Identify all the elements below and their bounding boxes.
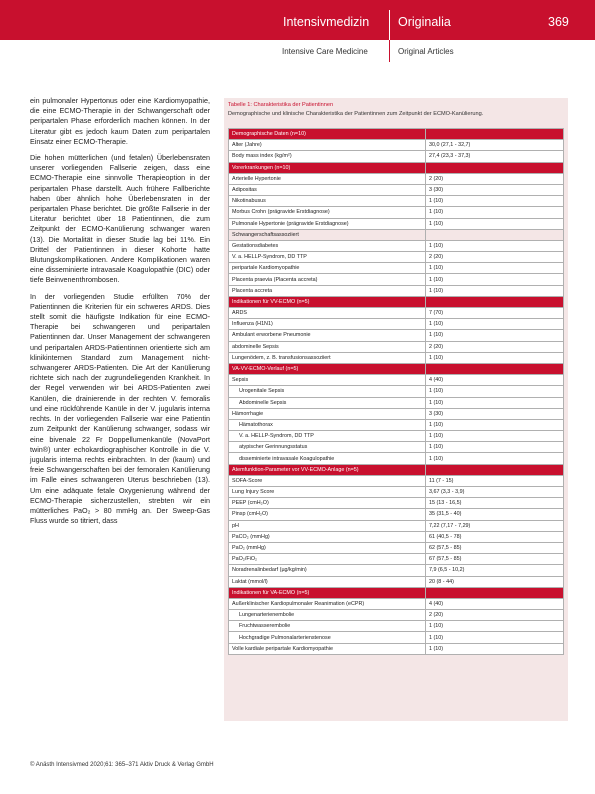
table-cell-label: V. a. HELLP-Syndrom, DD TTP <box>229 431 426 442</box>
table-section-header <box>229 162 564 173</box>
table-cell-value: 1 (10) <box>426 352 564 363</box>
table-cell-value <box>426 162 564 173</box>
table-cell-value: 2 (20) <box>426 252 564 263</box>
table-cell-value: 1 (10) <box>426 319 564 330</box>
table-cell-value: 7,22 (7,17 - 7,29) <box>426 520 564 531</box>
table-row <box>229 285 564 296</box>
table-cell-label: Placenta praevia (Placenta accreta) <box>229 274 426 285</box>
page-number: 369 <box>548 15 569 29</box>
table-cell-label: Morbus Crohn (prägravide Erstdiagnose) <box>229 207 426 218</box>
table-cell-value: 20 (8 - 44) <box>426 576 564 587</box>
table-row <box>229 576 564 587</box>
table-cell-label: PaCO₂ (mmHg) <box>229 531 426 542</box>
table-cell-label: Gestationsdiabetes <box>229 240 426 251</box>
table-cell-value: 1 (10) <box>426 419 564 430</box>
table-row <box>229 240 564 251</box>
table-cell-label: SOFA-Score <box>229 475 426 486</box>
table-section-header <box>229 363 564 374</box>
table-cell-label: PaO₂/FiO₂ <box>229 554 426 565</box>
table-cell-value: 1 (10) <box>426 218 564 229</box>
table-row <box>229 274 564 285</box>
header-category: Originalia <box>398 15 451 29</box>
table-cell-label: Demographische Daten (n=10) <box>229 129 426 140</box>
table-cell-label: Vorerkrankungen (n=10) <box>229 162 426 173</box>
table-cell-label: Influenza (H1N1) <box>229 319 426 330</box>
table-cell-label: Urogenitale Sepsis <box>229 386 426 397</box>
table-cell-value: 62 (57,5 - 85) <box>426 542 564 553</box>
table-row <box>229 263 564 274</box>
table-row <box>229 531 564 542</box>
table-cell-value: 3 (30) <box>426 184 564 195</box>
table-row <box>229 509 564 520</box>
table-cell-value: 1 (10) <box>426 263 564 274</box>
table-cell-value: 2 (20) <box>426 341 564 352</box>
table-row <box>229 196 564 207</box>
table-cell-label: Schwangerschaftsassoziiert <box>229 229 426 240</box>
table-cell-value: 1 (10) <box>426 453 564 464</box>
table-cell-label: Atemfunktion-Parameter vor VV-ECMO-Anlage (n=5) <box>229 464 426 475</box>
table-cell-value: 67 (57,5 - 85) <box>426 554 564 565</box>
table-row <box>229 151 564 162</box>
table-cell-value <box>426 464 564 475</box>
table-row <box>229 419 564 430</box>
table-cell-value: 2 (20) <box>426 173 564 184</box>
table-cell-label: atypischer Gerinnungsstatus <box>229 442 426 453</box>
table-row <box>229 643 564 654</box>
table-cell-value: 2 (20) <box>426 610 564 621</box>
table-cell-label: VA-VV-ECMO-Verlauf (n=5) <box>229 363 426 374</box>
table-cell-value: 1 (10) <box>426 330 564 341</box>
table-cell-label: Placenta accreta <box>229 285 426 296</box>
table-cell-value <box>426 296 564 307</box>
table-cell-label: Hämatothorax <box>229 419 426 430</box>
table-row <box>229 453 564 464</box>
table-cell-label: Laktat (mmol/l) <box>229 576 426 587</box>
table-row <box>229 352 564 363</box>
table-cell-label: Nikotinabusus <box>229 196 426 207</box>
table-cell-value: 27,4 (23,3 - 37,3) <box>426 151 564 162</box>
table-row <box>229 408 564 419</box>
body-text-column <box>30 96 210 532</box>
table-cell-value: 1 (10) <box>426 397 564 408</box>
table-section-header <box>229 587 564 598</box>
patient-characteristics-table <box>228 128 564 655</box>
table-row <box>229 598 564 609</box>
table-cell-value: 1 (10) <box>426 621 564 632</box>
table-row <box>229 386 564 397</box>
table-subheader <box>229 229 564 240</box>
paragraph: ein pulmonaler Hypertonus oder eine Kardiomyopathie, die eine ECMO-Therapie in der Schwangerschaft oder peripartalen Phase erforderlich machen können. In der Literatur gibt es jedoch kaum Daten zum peripartalen Einsatz einer ECMO-Therapie. <box>30 96 210 146</box>
table-cell-label: Ambulant erworbene Pneumonie <box>229 330 426 341</box>
table-cell-value: 3 (30) <box>426 408 564 419</box>
table-row <box>229 621 564 632</box>
table-cell-label: Hämorrhagie <box>229 408 426 419</box>
table-cell-value: 30,0 (27,1 - 32,7) <box>426 140 564 151</box>
table-cell-value <box>426 587 564 598</box>
table-cell-value: 1 (10) <box>426 632 564 643</box>
table-cell-label: Lungenarterienembolie <box>229 610 426 621</box>
table-cell-value: 7,9 (6,5 - 10,2) <box>426 565 564 576</box>
table-section-header <box>229 464 564 475</box>
table-row <box>229 252 564 263</box>
table-cell-label: V. a. HELLP-Syndrom, DD TTP <box>229 252 426 263</box>
table-row <box>229 330 564 341</box>
table-cell-value: 1 (10) <box>426 196 564 207</box>
table-row <box>229 487 564 498</box>
table-cell-label: Indikationen für VA-ECMO (n=5) <box>229 587 426 598</box>
header-divider <box>389 10 390 40</box>
table-cell-value: 1 (10) <box>426 274 564 285</box>
table-cell-label: Fruchtwasserembolie <box>229 621 426 632</box>
table-row <box>229 520 564 531</box>
table-title: Tabelle 1: Charakteristika der Patientinnen <box>228 102 334 108</box>
table-cell-value: 1 (10) <box>426 386 564 397</box>
table-cell-value <box>426 129 564 140</box>
header-subdivider <box>389 40 390 62</box>
table-row <box>229 308 564 319</box>
header-section-en: Intensive Care Medicine <box>282 47 368 56</box>
table-row <box>229 184 564 195</box>
paragraph: In der vorliegenden Studie erfüllten 70% der Patientinnen die Kriterien für ein schweres ARDS. Dies stellt somit die häufigste Indikation für eine ECMO-Therapie bei schwangeren und peripartalen Patientinnen dar. Unser Management der schwangeren und peripartalen ARDS-Patientinnen orientierte sich am klinikinternen Standard zum Management nicht-schwangerer ARDS-Patienten. Die Art der Kanülierung richtete sich nach der zugrundeliegenden Krankheit. In der Regel verwenden wir bei ARDS-Patienten zwei Kanülen, die drainierende in der rechten V. femoralis und eine rückführende Kanüle in der V. jugularis interna rechts. In der vorliegenden Fallserie war eine Patientin zum Zeitpunkt der Kanülierung schwanger, sodass wir eine bivenale 22 Fr Doppellumenkanüle (NovaPort twin®) unter echokardiographischer Kontrolle in die V. jugularis interna rechts einbrachten. In der (kaum) und freie Schwangerschaften bei der femoralen Kanülierung im Falle eines schwangeren Uterus beschrieben (13). Um eine adäquate fetale Oxygenierung während der ECMO-Therapie sicherzustellen, strebten wir ein mütterliches PaO₂ > 80 mmHg an. Der Sweep-Gas Fluss wurde so titriert, dass <box>30 291 210 526</box>
table-cell-label: Body mass index (kg/m²) <box>229 151 426 162</box>
table-cell-value: 1 (10) <box>426 442 564 453</box>
table-cell-value: 4 (40) <box>426 598 564 609</box>
table-cell-label: Alter (Jahre) <box>229 140 426 151</box>
table-cell-value: 1 (10) <box>426 207 564 218</box>
table-row <box>229 475 564 486</box>
header-section: Intensivmedizin <box>283 15 370 29</box>
table-cell-label: Abdominelle Sepsis <box>229 397 426 408</box>
table-cell-label: abdominelle Sepsis <box>229 341 426 352</box>
table-row <box>229 554 564 565</box>
table-section-header <box>229 129 564 140</box>
table-cell-value: 4 (40) <box>426 375 564 386</box>
table-cell-label: ARDS <box>229 308 426 319</box>
table-row <box>229 442 564 453</box>
table-row <box>229 397 564 408</box>
table-row <box>229 375 564 386</box>
table-cell-value <box>426 229 564 240</box>
table-cell-value: 61 (40,5 - 78) <box>426 531 564 542</box>
table-cell-value: 1 (10) <box>426 285 564 296</box>
table-cell-label: PaO₂ (mmHg) <box>229 542 426 553</box>
table-cell-label: Lung Injury Score <box>229 487 426 498</box>
table-subtitle: Demographische und klinische Charakteristika der Patientinnen zum Zeitpunkt der ECMO-Kanülierung. <box>228 111 484 117</box>
table-row <box>229 207 564 218</box>
table-cell-label: Adipositas <box>229 184 426 195</box>
table-row <box>229 341 564 352</box>
table-cell-label: PEEP (cmH₂O) <box>229 498 426 509</box>
table-row <box>229 610 564 621</box>
table-cell-label: Sepsis <box>229 375 426 386</box>
table-row <box>229 498 564 509</box>
table-cell-label: pH <box>229 520 426 531</box>
table-cell-label: Indikationen für VV-ECMO (n=5) <box>229 296 426 307</box>
table-cell-label: Hochgradige Pulmonalarterienstenose <box>229 632 426 643</box>
table-cell-value <box>426 363 564 374</box>
table-cell-label: Pulmonale Hypertonie (prägravide Erstdiagnose) <box>229 218 426 229</box>
header-category-en: Original Articles <box>398 47 454 56</box>
table-row <box>229 319 564 330</box>
table-section-header <box>229 296 564 307</box>
table-row <box>229 542 564 553</box>
table-cell-label: Arterielle Hypertonie <box>229 173 426 184</box>
table-cell-label: Noradrenalinbedarf (µg/kg/min) <box>229 565 426 576</box>
table-cell-value: 35 (31,5 - 40) <box>426 509 564 520</box>
table-cell-label: Außerklinischer Kardiopulmonaler Reanimation (eCPR) <box>229 598 426 609</box>
table-cell-label: Volle kardiale peripartale Kardiomyopathie <box>229 643 426 654</box>
table-cell-value: 7 (70) <box>426 308 564 319</box>
table-cell-value: 1 (10) <box>426 643 564 654</box>
table-row <box>229 431 564 442</box>
table-cell-label: disseminierte intravasale Koagulopathie <box>229 453 426 464</box>
table-row <box>229 218 564 229</box>
table-cell-label: Lungenödem, z. B. transfusionsassoziiert <box>229 352 426 363</box>
table-cell-value: 11 (7 - 15) <box>426 475 564 486</box>
table-row <box>229 173 564 184</box>
table-cell-value: 15 (13 - 16,5) <box>426 498 564 509</box>
table-cell-label: peripartale Kardiomyopathie <box>229 263 426 274</box>
table-row <box>229 632 564 643</box>
table-row <box>229 565 564 576</box>
table-row <box>229 140 564 151</box>
footer-citation: © Anästh Intensivmed 2020;61: 365–371 Aktiv Druck & Verlag GmbH <box>30 762 214 768</box>
table-cell-value: 1 (10) <box>426 431 564 442</box>
table-cell-value: 3,67 (3,3 - 3,9) <box>426 487 564 498</box>
table-cell-label: Pinsp (cmH₂O) <box>229 509 426 520</box>
table-cell-value: 1 (10) <box>426 240 564 251</box>
paragraph: Die hohen mütterlichen (und fetalen) Überlebensraten unserer vorliegenden Fallserie zeigen, dass eine ECMO-Therapie eine sinnvolle Therapieoption in der peripartalen Phase darstellt. Auch frühere Fallberichte haben über ähnlich hohe Überlebensraten in der peripartalen Phase berichtet. Die größte Fallserie in der Literatur berichtet über 18 Patientinnen, die zum Zeitpunkt der ECMO-Kanülierung schwanger waren (13). Die Mortalität in dieser Studie lag bei 11%. Ein Drittel der Patientinnen in dieser Kohorte hatte Blutungskomplikationen. Andere Komplikationen waren eine disseminierte intravasale Koagulopathie (DIC) oder tiefe Beinvenenthrombosen. <box>30 153 210 285</box>
